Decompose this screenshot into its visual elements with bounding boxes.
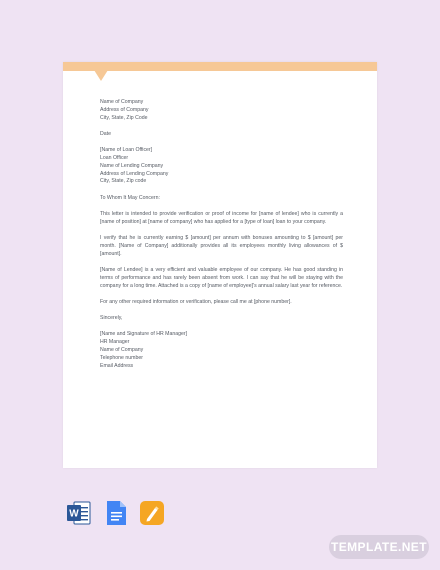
template-net-badge[interactable] — [329, 535, 429, 559]
signature-name: [Name and Signature of HR Manager] — [100, 331, 188, 338]
salutation: To Whom It May Concern: — [100, 194, 160, 201]
brand-label: TEMPLATE.NET — [331, 540, 427, 554]
header-accent-band — [63, 62, 377, 71]
sender-name: Name of Company — [100, 99, 144, 105]
svg-text:W: W — [69, 508, 79, 520]
recipient-city: City, State, Zip code — [100, 178, 147, 185]
google-docs-icon[interactable] — [104, 500, 128, 526]
signature-email: Email Address — [100, 362, 134, 369]
body-paragraph-3: [Name of Lendee] is a very efficient and valuable employee of our company. He has good standing in terms of performance and has rarely been absent from work. I can say that he will be staying with the company for a long time. Attached is a copy of [name of employee]'s annual salary last year for reference. — [100, 266, 343, 289]
body-paragraph-2: I verify that he is currently earning $ [amount] per annum with bonuses amounting to $ [amount] per month. [Name of Company] additionally provides all its employees monthly living allowances of $ [amount]. — [100, 235, 343, 257]
recipient-address: Address of Lending Company — [100, 170, 169, 177]
signature-title: HR Manager — [100, 339, 130, 346]
recipient-name: [Name of Loan Officer] — [100, 147, 153, 154]
header-notch-marker — [94, 70, 108, 81]
body-paragraph-1: This letter is intended to provide verification or proof of income for [name of lendee] who is currently a [name of position] at [name of company] who has applied for a [type of loan] loan to your company. — [100, 210, 343, 225]
signature-company: Name of Company — [100, 347, 144, 354]
sender-city: City, State, Zip Code — [100, 114, 148, 121]
letter-date: Date — [100, 130, 111, 137]
pages-icon[interactable] — [140, 500, 164, 526]
recipient-title: Loan Officer — [100, 154, 129, 161]
word-icon[interactable] — [67, 500, 91, 526]
body-paragraph-4: For any other required information or verification, please call me at [phone number]. — [100, 298, 292, 305]
sender-address: Address of Company — [100, 106, 149, 113]
signature-phone: Telephone number — [100, 354, 143, 361]
recipient-company: Name of Lending Company — [100, 162, 164, 169]
letter-page — [63, 62, 377, 468]
closing: Sincerely, — [100, 315, 123, 322]
letter-body — [100, 99, 343, 370]
